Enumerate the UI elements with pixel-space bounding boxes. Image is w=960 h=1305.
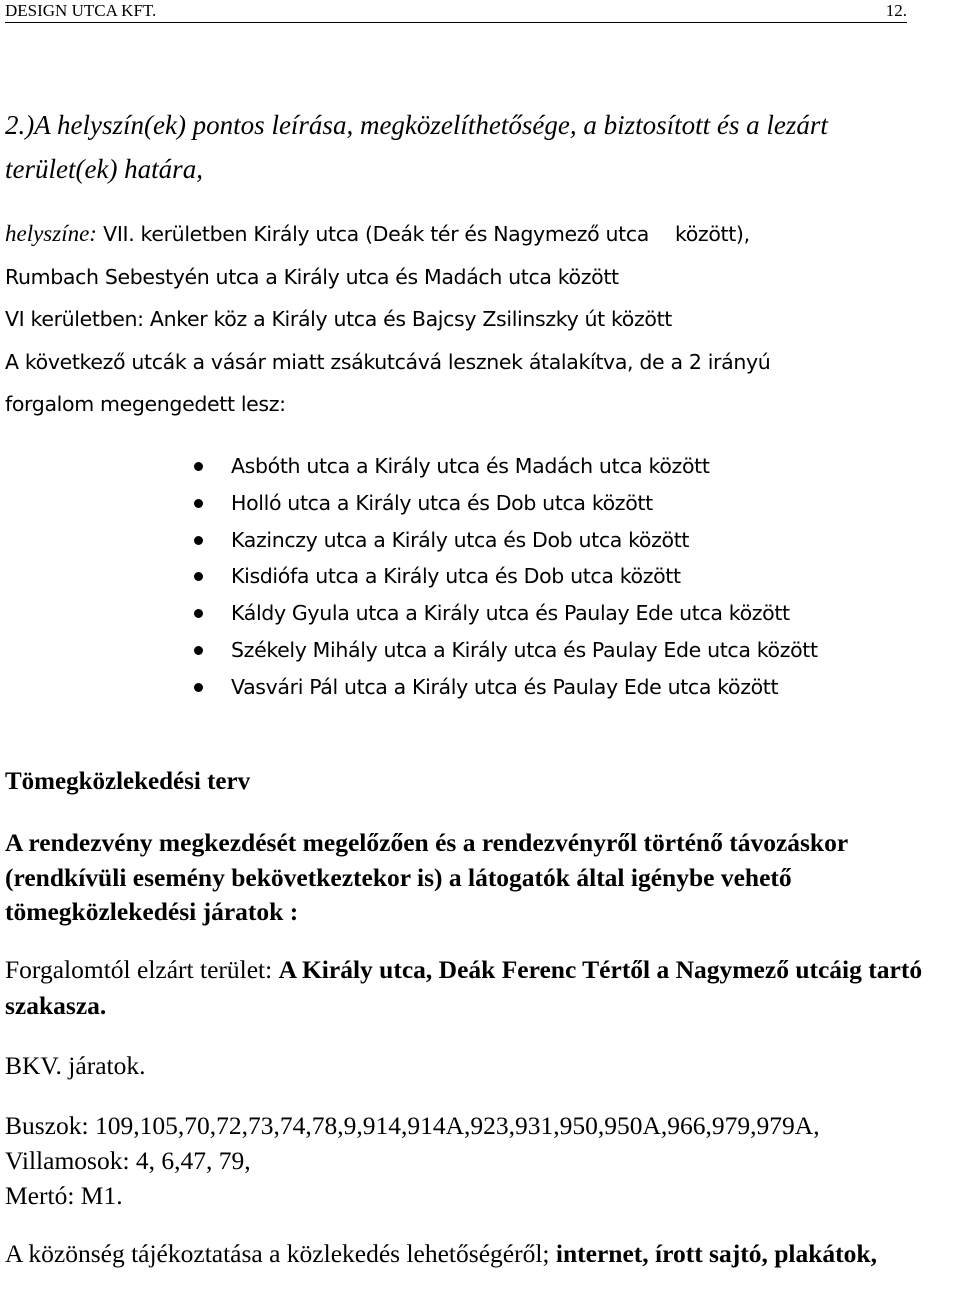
list-item <box>194 632 944 669</box>
list-item <box>194 558 944 595</box>
transit-lines <box>5 1108 960 1213</box>
bullet-icon <box>194 609 203 618</box>
section-heading: 2.)A helyszín(ek) pontos leírása, megközelíthetősége, a biztosított és a lezárt terület(ek) határa, <box>5 110 828 184</box>
list-item <box>194 669 944 706</box>
bullet-icon <box>194 646 203 655</box>
street-text: Káldy Gyula utca a Király utca és Paulay Ede utca között <box>231 601 790 626</box>
bullet-icon <box>194 462 203 471</box>
header-page-number: 12. <box>885 1 907 20</box>
bullet-icon <box>194 683 203 692</box>
bullet-icon <box>194 499 203 508</box>
bullet-icon <box>194 572 203 581</box>
info-channels: internet, írott sajtó, plakátok, <box>555 1239 877 1268</box>
street-text: Asbóth utca a Király utca és Madách utca között <box>231 454 710 478</box>
street-text: Holló utca a Király utca és Dob utca között <box>231 490 653 515</box>
metro-lines: Mertó: M1. <box>5 1181 123 1210</box>
list-item <box>194 448 944 485</box>
closed-area <box>5 952 950 1024</box>
list-item <box>194 485 944 522</box>
bullet-icon <box>194 536 203 545</box>
location-line-1-main: VII. kerületben Király utca (Deák tér és Nagymező utca <box>103 222 649 246</box>
location-description <box>5 213 950 426</box>
transport-heading: Tömegközlekedési terv <box>5 768 251 795</box>
info-text: A közönség tájékoztatása a közlekedés lehetőségéről; <box>5 1239 550 1268</box>
location-label: helyszíne: <box>5 221 97 246</box>
location-line-1 <box>5 213 950 256</box>
location-line-1-end: között), <box>674 222 750 246</box>
location-line-5: forgalom megengedett lesz: <box>5 392 286 416</box>
location-line-3: VI kerületben: Anker köz a Király utca és Bajcsy Zsilinszky út között <box>5 307 672 331</box>
location-line-2: Rumbach Sebestyén utca a Király utca és Madách utca között <box>5 264 619 289</box>
location-line-4: A következő utcák a vásár miatt zsákutcává lesznek átalakítva, de a 2 irányú <box>5 349 771 374</box>
list-item <box>194 522 944 559</box>
bus-lines: Buszok: 109,105,70,72,73,74,78,9,914,914A,923,931,950,950A,966,979,979A, <box>5 1111 820 1140</box>
street-text: Vasvári Pál utca a Király utca és Paulay Ede utca között <box>231 674 779 699</box>
closed-area-label: Forgalomtól elzárt terület: <box>5 955 273 984</box>
street-text: Kisdiófa utca a Király utca és Dob utca között <box>231 564 681 589</box>
street-text: Kazinczy utca a Király utca és Dob utca között <box>231 527 690 552</box>
public-information <box>5 1236 950 1271</box>
page-header <box>5 0 907 23</box>
list-item <box>194 595 944 632</box>
closed-area-value: A Király utca, Deák Ferenc Tértől a Nagymező utcáig tartó szakasza. <box>5 955 923 1020</box>
transport-intro: A rendezvény megkezdését megelőzően és a rendezvényről történő távozáskor (rendkívüli esemény bekövetkeztekor is) a látogatók által igénybe vehető tömegközlekedési járatok : <box>5 828 848 926</box>
bkv-lines: BKV. járatok. <box>5 1051 146 1080</box>
tram-lines: Villamosok: 4, 6,47, 79, <box>5 1146 251 1175</box>
header-company: DESIGN UTCA KFT. <box>5 1 157 20</box>
street-list <box>194 448 944 706</box>
street-text: Székely Mihály utca a Király utca és Paulay Ede utca között <box>231 637 818 662</box>
